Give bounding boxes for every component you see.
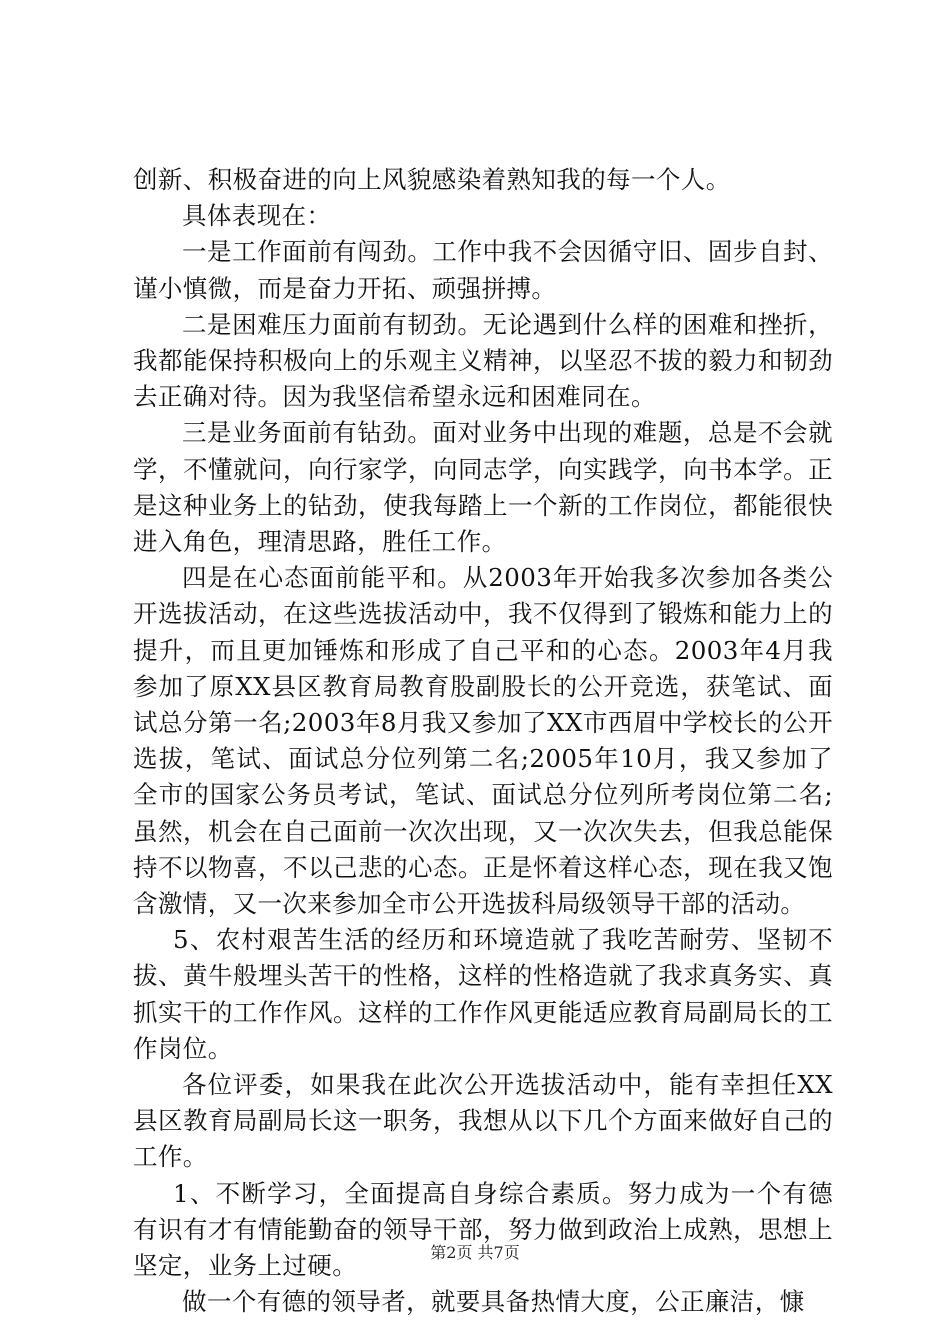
paragraph-item-one: 1、不断学习，全面提高自身综合素质。努力成为一个有德有识有才有情能勤奋的领导干部，努力做到政治上成熟，思想上坚定，业务上过硬。 bbox=[133, 1178, 833, 1281]
document-body bbox=[133, 162, 833, 1321]
paragraph-point-four: 四是在心态面前能平和。从2003年开始我多次参加各类公开选拔活动，在这些选拔活动中，我不仅得到了锻炼和能力上的提升，而且更加锤炼和形成了自己平和的心态。2003年4月我参加了原XX县区教育局教育股副股长的公开竞选，获笔试、面试总分第一名;2003年8月我又参加了XX市西眉中学校长的公开选拔，笔试、面试总分位列第二名;2005年10月，我又参加了全市的国家公务员考试，笔试、面试总分位列所考岗位第二名;虽然，机会在自己面前一次次出现，又一次次失去，但我总能保持不以物喜，不以己悲的心态。正是怀着这样心态，现在我又饱含激情，又一次来参加全市公开选拔科局级领导干部的活动。 bbox=[133, 563, 833, 919]
page-number-footer: 第2页 共7页 bbox=[430, 1243, 520, 1262]
paragraph-point-one: 一是工作面前有闯劲。工作中我不会因循守旧、固步自封、谨小慎微，而是奋力开拓、顽强拼搏。 bbox=[133, 237, 833, 303]
paragraph-item-five: 5、农村艰苦生活的经历和环境造就了我吃苦耐劳、坚韧不拔、黄牛般埋头苦干的性格，这样的性格造就了我求真务实、真抓实干的工作作风。这样的工作作风更能适应教育局副局长的工作岗位。 bbox=[133, 925, 833, 1063]
paragraph-intro: 具体表现在： bbox=[182, 201, 332, 231]
paragraph-continuation: 创新、积极奋进的向上风貌感染着熟知我的每一个人。 bbox=[133, 165, 731, 194]
paragraph-point-three: 三是业务面前有钻劲。面对业务中出现的难题，总是不会就学，不懂就问，向行家学，向同志学，向实践学，向书本学。正是这种业务上的钻劲，使我每踏上一个新的工作岗位，都能很快进入角色，理清思路，胜任工作。 bbox=[133, 418, 833, 557]
paragraph-address-judges: 各位评委，如果我在此次公开选拔活动中，能有幸担任XX县区教育局副局长这一职务，我想从以下几个方面来做好自己的工作。 bbox=[133, 1070, 833, 1172]
paragraph-point-two: 二是困难压力面前有韧劲。无论遇到什么样的困难和挫折，我都能保持积极向上的乐观主义精神，以坚忍不拔的毅力和韧劲去正确对待。因为我坚信希望永远和困难同在。 bbox=[133, 309, 833, 412]
paragraph-virtue-leader: 做一个有德的领导者，就要具备热情大度，公正廉洁，慷 bbox=[182, 1287, 805, 1317]
